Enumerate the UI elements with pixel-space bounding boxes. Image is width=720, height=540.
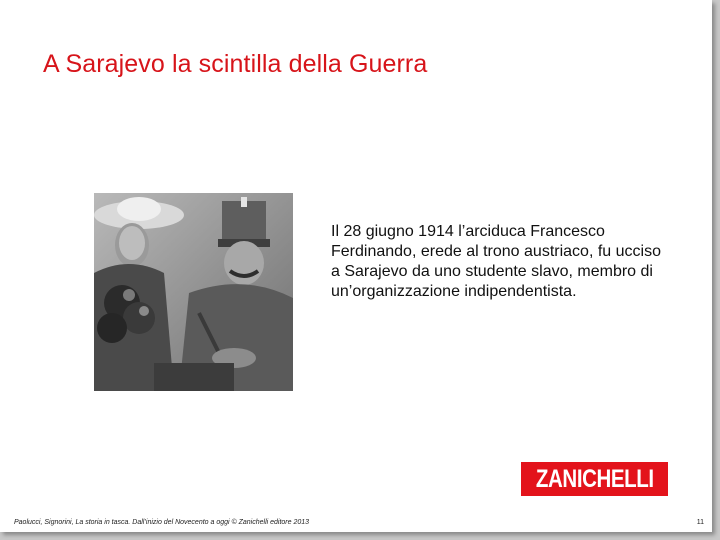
page-number: 11 <box>696 519 704 526</box>
footer-credit: Paolucci, Signorini, La storia in tasca. Dall’inizio del Novecento a oggi © Zanichelli editore 2013 <box>14 519 310 526</box>
zanichelli-logo <box>521 462 668 496</box>
logo-label: ZANICHELLI <box>535 464 654 493</box>
slide-body-text: Il 28 giugno 1914 l’arciduca Francesco Ferdinando, erede al trono austriaco, fu ucciso a Sarajevo da uno studente slavo, membro di un’organizzazione indipendentista. <box>331 223 661 300</box>
photo-illustration <box>94 193 293 391</box>
slide-title: A Sarajevo la scintilla della Guerra <box>43 50 428 78</box>
historical-photo <box>94 193 293 391</box>
